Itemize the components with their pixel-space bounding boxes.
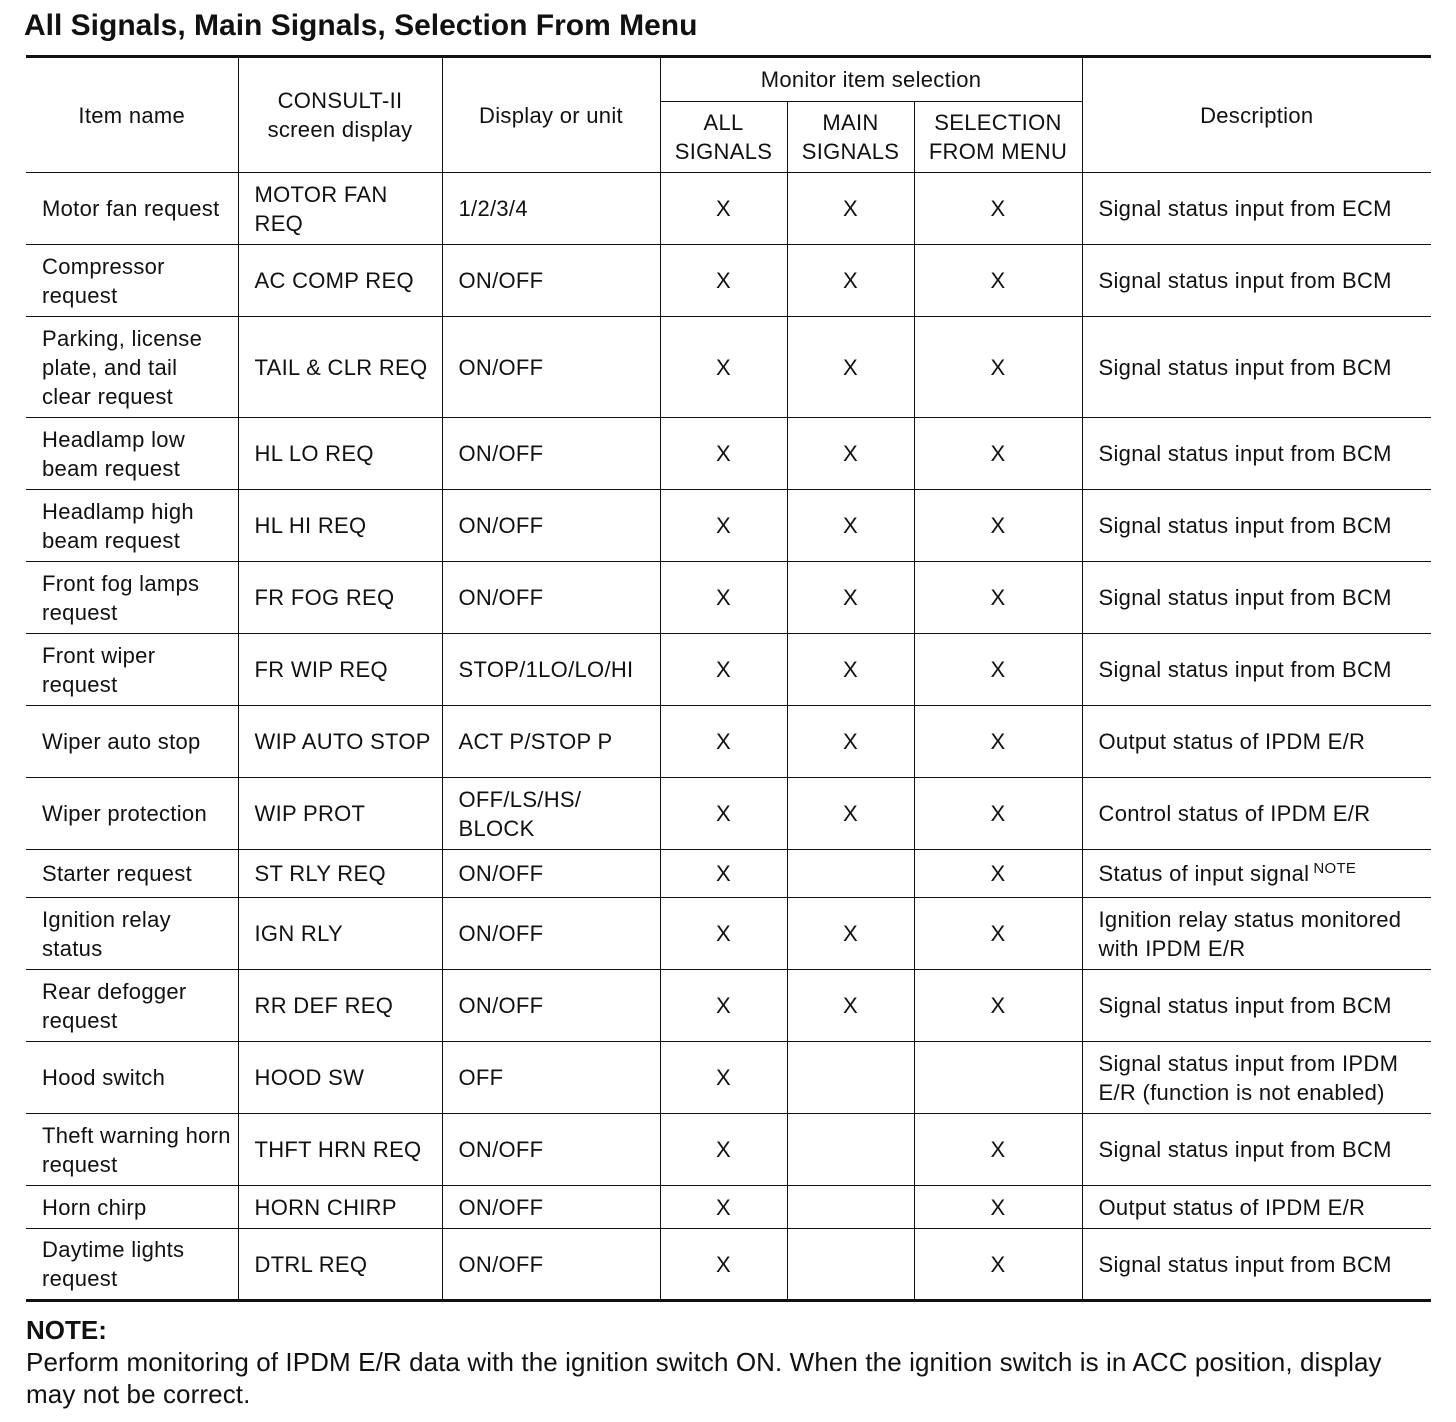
table-row	[26, 562, 1431, 634]
cell-display-unit: ON/OFF	[442, 317, 660, 418]
table-row	[26, 173, 1431, 245]
cell-main-signals: X	[787, 706, 914, 778]
note-text: Perform monitoring of IPDM E/R data with the ignition switch ON. When the ignition switch is in ACC position, display may not be correct.	[26, 1347, 1382, 1409]
cell-description: Signal status input from ECM	[1082, 173, 1431, 245]
cell-selection-from-menu: X	[914, 706, 1082, 778]
header-consult-display: CONSULT-II screen display	[238, 57, 442, 173]
cell-selection-from-menu: X	[914, 850, 1082, 898]
cell-selection-from-menu: X	[914, 418, 1082, 490]
cell-display-unit: ON/OFF	[442, 562, 660, 634]
cell-description: Signal status input from BCM	[1082, 634, 1431, 706]
cell-description: Signal status input from BCM	[1082, 317, 1431, 418]
cell-item-name: Daytime lights request	[26, 1229, 238, 1301]
cell-all-signals: X	[660, 706, 787, 778]
table-row	[26, 1114, 1431, 1186]
note-label: NOTE:	[26, 1315, 107, 1345]
cell-screen-display: HORN CHIRP	[238, 1186, 442, 1229]
cell-all-signals: X	[660, 634, 787, 706]
cell-display-unit: 1/2/3/4	[442, 173, 660, 245]
cell-display-unit: ON/OFF	[442, 418, 660, 490]
cell-selection-from-menu: X	[914, 562, 1082, 634]
cell-all-signals: X	[660, 562, 787, 634]
cell-item-name: Motor fan request	[26, 173, 238, 245]
cell-main-signals: X	[787, 317, 914, 418]
cell-description: Signal status input from BCM	[1082, 562, 1431, 634]
cell-main-signals	[787, 1042, 914, 1114]
header-item-name: Item name	[26, 57, 238, 173]
cell-item-name: Wiper auto stop	[26, 706, 238, 778]
cell-screen-display: WIP PROT	[238, 778, 442, 850]
cell-screen-display: FR WIP REQ	[238, 634, 442, 706]
table-row	[26, 898, 1431, 970]
table-row	[26, 317, 1431, 418]
header-description: Description	[1082, 57, 1431, 173]
header-display-unit: Display or unit	[442, 57, 660, 173]
cell-selection-from-menu: X	[914, 778, 1082, 850]
cell-item-name: Front fog lamps request	[26, 562, 238, 634]
cell-screen-display: ST RLY REQ	[238, 850, 442, 898]
cell-screen-display: HL LO REQ	[238, 418, 442, 490]
cell-item-name: Horn chirp	[26, 1186, 238, 1229]
table-row	[26, 850, 1431, 898]
cell-description: Output status of IPDM E/R	[1082, 706, 1431, 778]
cell-item-name: Front wiper request	[26, 634, 238, 706]
cell-selection-from-menu: X	[914, 1186, 1082, 1229]
cell-screen-display: TAIL & CLR REQ	[238, 317, 442, 418]
cell-all-signals: X	[660, 1042, 787, 1114]
cell-description: Signal status input from BCM	[1082, 1229, 1431, 1301]
cell-item-name: Ignition relay status	[26, 898, 238, 970]
cell-all-signals: X	[660, 1229, 787, 1301]
cell-main-signals: X	[787, 490, 914, 562]
cell-selection-from-menu: X	[914, 245, 1082, 317]
table-row	[26, 1042, 1431, 1114]
header-all-signals: ALL SIGNALS	[660, 102, 787, 173]
cell-main-signals: X	[787, 562, 914, 634]
cell-all-signals: X	[660, 970, 787, 1042]
cell-selection-from-menu: X	[914, 490, 1082, 562]
table-row	[26, 245, 1431, 317]
cell-selection-from-menu: X	[914, 1229, 1082, 1301]
cell-item-name: Starter request	[26, 850, 238, 898]
cell-display-unit: ON/OFF	[442, 898, 660, 970]
cell-all-signals: X	[660, 1186, 787, 1229]
cell-selection-from-menu: X	[914, 898, 1082, 970]
cell-main-signals: X	[787, 898, 914, 970]
page-title: All Signals, Main Signals, Selection From Menu	[24, 9, 698, 42]
cell-main-signals: X	[787, 634, 914, 706]
cell-all-signals: X	[660, 245, 787, 317]
cell-all-signals: X	[660, 317, 787, 418]
cell-display-unit: OFF/LS/HS/ BLOCK	[442, 778, 660, 850]
cell-description: Status of input signal $^{NOTE}$	[1082, 850, 1431, 898]
cell-description: Control status of IPDM E/R	[1082, 778, 1431, 850]
cell-item-name: Compressor request	[26, 245, 238, 317]
note-superscript: NOTE	[1313, 859, 1357, 877]
cell-selection-from-menu: X	[914, 173, 1082, 245]
cell-main-signals: X	[787, 778, 914, 850]
signals-table	[26, 55, 1431, 1302]
cell-display-unit: ON/OFF	[442, 1114, 660, 1186]
cell-display-unit: ON/OFF	[442, 850, 660, 898]
cell-item-name: Parking, license plate, and tail clear request	[26, 317, 238, 418]
cell-description: Signal status input from BCM	[1082, 970, 1431, 1042]
header-monitor-selection: Monitor item selection	[660, 57, 1082, 102]
cell-description: Signal status input from BCM	[1082, 1114, 1431, 1186]
cell-all-signals: X	[660, 898, 787, 970]
cell-selection-from-menu: X	[914, 634, 1082, 706]
cell-item-name: Rear defogger request	[26, 970, 238, 1042]
cell-screen-display: FR FOG REQ	[238, 562, 442, 634]
cell-main-signals	[787, 850, 914, 898]
header-main-signals: MAIN SIGNALS	[787, 102, 914, 173]
cell-screen-display: AC COMP REQ	[238, 245, 442, 317]
cell-item-name: Headlamp high beam request	[26, 490, 238, 562]
cell-all-signals: X	[660, 778, 787, 850]
cell-screen-display: HOOD SW	[238, 1042, 442, 1114]
header-selection-from-menu: SELECTION FROM MENU	[914, 102, 1082, 173]
cell-display-unit: ON/OFF	[442, 970, 660, 1042]
table-row	[26, 778, 1431, 850]
cell-item-name: Hood switch	[26, 1042, 238, 1114]
cell-main-signals: X	[787, 173, 914, 245]
cell-item-name: Wiper protection	[26, 778, 238, 850]
cell-item-name: Headlamp low beam request	[26, 418, 238, 490]
table-row	[26, 490, 1431, 562]
note-section	[26, 1314, 1436, 1410]
table-row	[26, 634, 1431, 706]
cell-screen-display: IGN RLY	[238, 898, 442, 970]
cell-main-signals: X	[787, 970, 914, 1042]
cell-display-unit: ACT P/STOP P	[442, 706, 660, 778]
cell-screen-display: MOTOR FAN REQ	[238, 173, 442, 245]
cell-selection-from-menu: X	[914, 970, 1082, 1042]
cell-description: Signal status input from BCM	[1082, 490, 1431, 562]
table-row	[26, 418, 1431, 490]
cell-description: Output status of IPDM E/R	[1082, 1186, 1431, 1229]
cell-screen-display: WIP AUTO STOP	[238, 706, 442, 778]
cell-all-signals: X	[660, 418, 787, 490]
cell-main-signals	[787, 1114, 914, 1186]
cell-display-unit: ON/OFF	[442, 1186, 660, 1229]
cell-all-signals: X	[660, 173, 787, 245]
cell-all-signals: X	[660, 1114, 787, 1186]
cell-screen-display: HL HI REQ	[238, 490, 442, 562]
table-row	[26, 706, 1431, 778]
cell-description: Ignition relay status monitored with IPDM E/R	[1082, 898, 1431, 970]
table-row	[26, 1186, 1431, 1229]
cell-all-signals: X	[660, 850, 787, 898]
cell-display-unit: OFF	[442, 1042, 660, 1114]
cell-display-unit: ON/OFF	[442, 490, 660, 562]
cell-all-signals: X	[660, 490, 787, 562]
cell-selection-from-menu	[914, 1042, 1082, 1114]
cell-display-unit: ON/OFF	[442, 245, 660, 317]
cell-main-signals: X	[787, 245, 914, 317]
cell-selection-from-menu: X	[914, 317, 1082, 418]
cell-description: Signal status input from BCM	[1082, 418, 1431, 490]
cell-screen-display: THFT HRN REQ	[238, 1114, 442, 1186]
table-row	[26, 1229, 1431, 1301]
cell-display-unit: ON/OFF	[442, 1229, 660, 1301]
table-row	[26, 970, 1431, 1042]
cell-screen-display: RR DEF REQ	[238, 970, 442, 1042]
cell-screen-display: DTRL REQ	[238, 1229, 442, 1301]
cell-selection-from-menu: X	[914, 1114, 1082, 1186]
cell-description: Signal status input from BCM	[1082, 245, 1431, 317]
cell-display-unit: STOP/1LO/LO/HI	[442, 634, 660, 706]
cell-main-signals	[787, 1229, 914, 1301]
cell-description: Signal status input from IPDM E/R (function is not enabled)	[1082, 1042, 1431, 1114]
cell-main-signals: X	[787, 418, 914, 490]
cell-item-name: Theft warning horn request	[26, 1114, 238, 1186]
cell-main-signals	[787, 1186, 914, 1229]
